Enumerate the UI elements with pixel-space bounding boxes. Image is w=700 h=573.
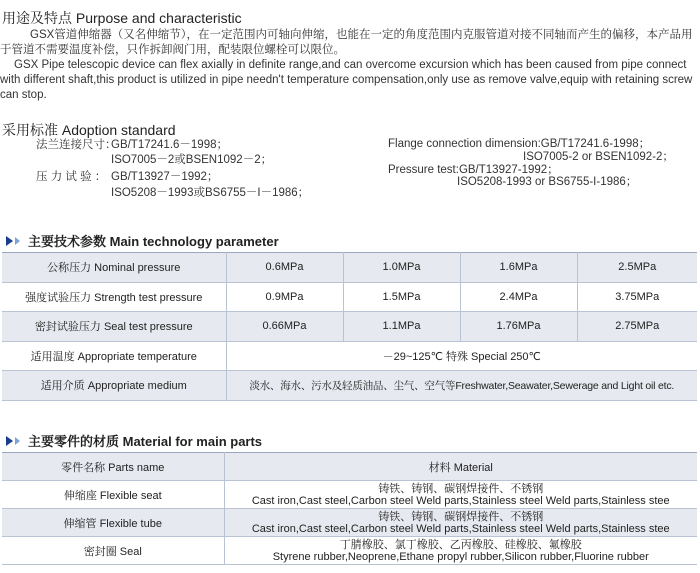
material-cn: 丁腈橡胶、氯丁橡胶、乙丙橡胶、硅橡胶、氟橡胶 (339, 538, 582, 551)
table-row (2, 253, 697, 283)
part-name: 密封圈 Seal (2, 537, 224, 565)
material-cn: 铸铁、铸钢、碳钢焊接件、不锈钢 (378, 482, 544, 495)
heading-arrow-icon (6, 436, 13, 446)
material-table (2, 452, 697, 565)
param-value: 0.66MPa (226, 312, 343, 342)
table-row (2, 481, 697, 509)
standard-pressure-en-line1: Pressure test:GB/T13927-1992； (388, 164, 559, 176)
param-label: 密封试验压力 Seal test pressure (2, 312, 226, 342)
param-value: 2.75MPa (577, 312, 697, 342)
tech-table (2, 252, 697, 401)
header-part: 零件名称 Parts name (2, 453, 224, 481)
table-row (2, 537, 697, 565)
part-name: 伸缩管 Flexible tube (2, 509, 224, 537)
param-value: 2.4MPa (460, 282, 577, 312)
standard-pressure-line1: GB/T13927－1992； (111, 171, 219, 183)
purpose-text-en: GSX Pipe telescopic device can flex axially in definite range,and can overcome excursion which has been caused from pipe connect with different shaft,this product is utilized in pipe needn't temperature compensation,only use as remove valve,equip with retaining screw can stop. (0, 59, 693, 101)
material-title: 主要零件的材质 Material for main parts (28, 434, 263, 449)
tech-title: 主要技术参数 Main technology parameter (28, 234, 279, 249)
param-value: 1.5MPa (343, 282, 460, 312)
material-cn: 铸铁、铸钢、碳钢焊接件、不锈钢 (378, 510, 544, 523)
param-value: 1.6MPa (460, 253, 577, 283)
standard-flange-en-line2: ISO7005-2 or BSEN1092-2； (523, 151, 674, 163)
part-material (224, 509, 697, 537)
param-value: 0.9MPa (226, 282, 343, 312)
table-header-row (2, 453, 697, 481)
param-label: 适用介质 Appropriate medium (2, 371, 226, 401)
purpose-title: 用途及特点 Purpose and characteristic (2, 10, 242, 26)
table-row (2, 509, 697, 537)
standard-flange-line1: GB/T17241.6－1998； (111, 139, 228, 151)
table-row (2, 371, 697, 401)
standard-pressure-label: 压 力 试 验 ： (36, 171, 107, 183)
heading-arrow-icon (6, 236, 13, 246)
param-label: 强度试验压力 Strength test pressure (2, 282, 226, 312)
table-row (2, 341, 697, 371)
param-label: 适用温度 Appropriate temperature (2, 341, 226, 371)
param-value: 0.6MPa (226, 253, 343, 283)
table-row (2, 312, 697, 342)
param-value: 1.1MPa (343, 312, 460, 342)
param-value: 3.75MPa (577, 282, 697, 312)
standard-pressure-en-line2: ISO5208-1993 or BS6755-I-1986； (457, 176, 638, 188)
heading-arrow-icon (15, 237, 20, 245)
material-en: Cast iron,Cast steel,Carbon steel Weld parts,Stainless steel Weld parts,Stainless stee (251, 522, 670, 535)
param-label: 公称压力 Nominal pressure (2, 253, 226, 283)
standard-pressure-line2: ISO5208－1993或BS6755－I－1986； (111, 187, 310, 199)
param-value: 1.76MPa (460, 312, 577, 342)
standard-flange-en-line1: Flange connection dimension:GB/T17241.6-1998； (388, 138, 651, 150)
param-value: 1.0MPa (343, 253, 460, 283)
part-material (224, 537, 697, 565)
header-material: 材料 Material (224, 453, 697, 481)
material-en: Cast iron,Cast steel,Carbon steel Weld parts,Stainless steel Weld parts,Stainless stee (251, 494, 670, 507)
temperature-value: －29~125℃ 特殊 Special 250℃ (226, 341, 697, 371)
material-section-heading (6, 431, 262, 450)
param-value: 2.5MPa (577, 253, 697, 283)
standard-title: 采用标准 Adoption standard (2, 122, 176, 138)
part-material (224, 481, 697, 509)
standard-flange-label: 法兰连接尺寸： (36, 139, 117, 151)
part-name: 伸缩座 Flexible seat (2, 481, 224, 509)
table-row (2, 282, 697, 312)
tech-section-heading (6, 231, 279, 250)
heading-arrow-icon (15, 437, 20, 445)
material-en: Styrene rubber,Neoprene,Ethane propyl rubber,Silicon rubber,Fluorine rubber (272, 550, 649, 563)
medium-value: 淡水、海水、污水及轻质油品、尘气、空气等Freshwater,Seawater,Sewerage and Light oil etc. (226, 371, 697, 401)
purpose-text-cn: GSX管道伸缩器（又名伸缩节），在一定范围内可轴向伸缩，也能在一定的角度范围内克服管道对接不同轴而产生的偏移，本产品用于管道不需要温度补偿，只作拆卸阀门用，配装限位螺栓可以限位。 (0, 29, 693, 56)
standard-flange-line2: ISO7005－2或BSEN1092－2； (111, 154, 273, 166)
